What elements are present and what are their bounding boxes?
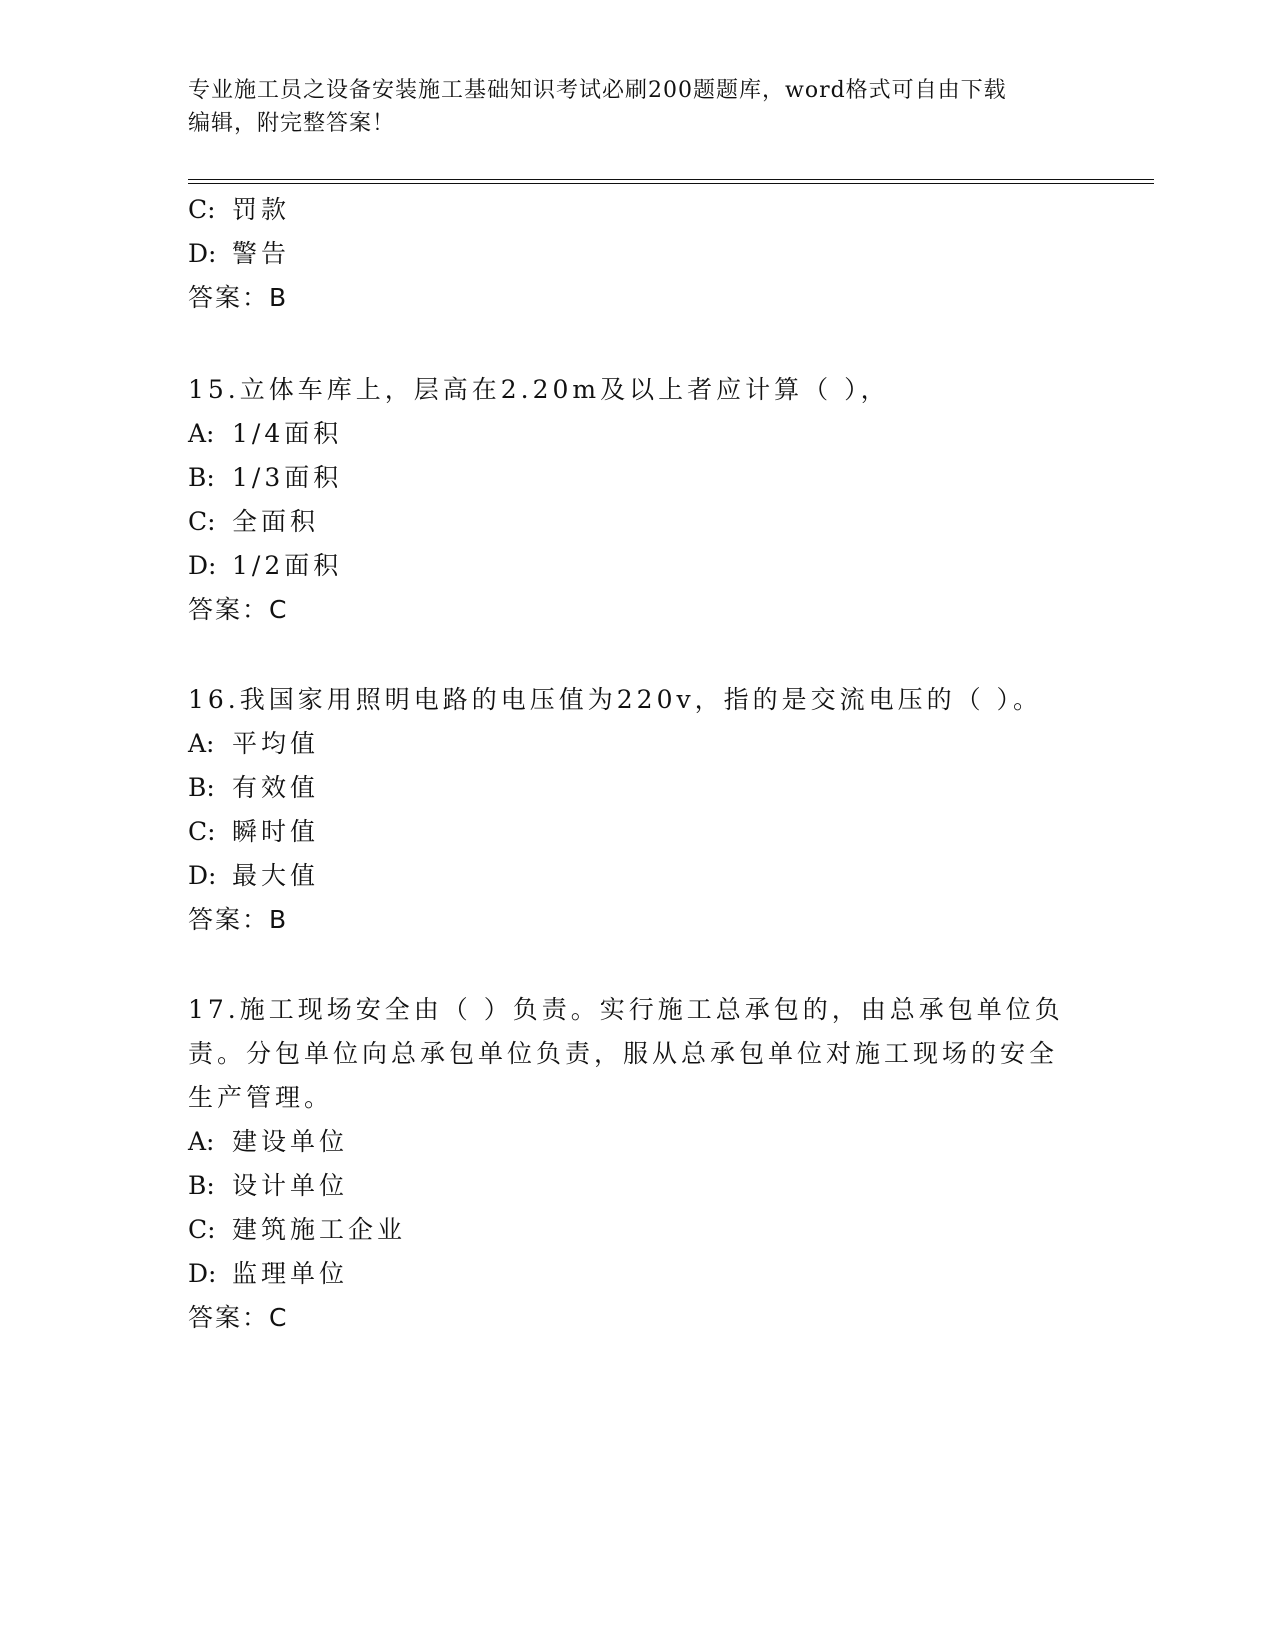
option-line (188, 1214, 406, 1246)
option-letter: A: (188, 1127, 215, 1156)
option-line (188, 816, 319, 848)
option-text: 1/2面积 (232, 551, 343, 580)
header-divider-bottom (188, 183, 1154, 184)
option-line (188, 1258, 348, 1290)
option-line (188, 194, 290, 226)
option-line (188, 1126, 348, 1158)
answer-line: 答案：C (188, 595, 289, 624)
option-text: 1/4面积 (232, 419, 343, 448)
option-letter: B: (188, 773, 215, 802)
option-text: 全面积 (232, 507, 320, 536)
option-line (188, 462, 342, 494)
option-letter: D: (188, 1259, 217, 1288)
option-line (188, 728, 319, 760)
option-line (188, 418, 342, 450)
option-letter: B: (188, 463, 215, 492)
header-divider-top (188, 179, 1154, 180)
option-letter: C: (188, 195, 216, 224)
option-line (188, 550, 342, 582)
option-letter: A: (188, 419, 215, 448)
option-line (188, 1170, 348, 1202)
option-line (188, 238, 290, 270)
option-text: 建筑施工企业 (232, 1215, 407, 1244)
option-text: 1/3面积 (232, 463, 343, 492)
option-letter: D: (188, 551, 217, 580)
option-letter: C: (188, 507, 216, 536)
option-letter: D: (188, 861, 217, 890)
option-text: 建设单位 (232, 1127, 349, 1156)
question-stem: 15.立体车库上，层高在2.20m及以上者应计算（ ）， (188, 375, 890, 404)
question-stem: 生产管理。 (188, 1083, 334, 1112)
option-text: 瞬时值 (232, 817, 320, 846)
option-letter: D: (188, 239, 217, 268)
document-header (188, 74, 1088, 140)
option-text: 最大值 (232, 861, 320, 890)
answer-line: 答案：B (188, 283, 289, 312)
answer-line: 答案：B (188, 905, 289, 934)
option-text: 平均值 (232, 729, 320, 758)
header-title-line-1: 专业施工员之设备安装施工基础知识考试必刷200题题库，word格式可自由下载 (188, 78, 1007, 103)
option-text: 监理单位 (232, 1259, 349, 1288)
option-text: 警告 (232, 239, 291, 268)
option-letter: B: (188, 1171, 215, 1200)
option-text: 设计单位 (232, 1171, 349, 1200)
question-stem: 责。分包单位向总承包单位负责，服从总承包单位对施工现场的安全 (188, 1039, 1059, 1068)
option-letter: C: (188, 1215, 216, 1244)
question-stem: 17.施工现场安全由（ ）负责。实行施工总承包的，由总承包单位负 (188, 995, 1064, 1024)
answer-line: 答案：C (188, 1303, 289, 1332)
question-stem: 16.我国家用照明电路的电压值为220v，指的是交流电压的（ ）。 (188, 685, 1043, 714)
header-title-line-2: 编辑，附完整答案！ (188, 111, 396, 136)
option-letter: C: (188, 817, 216, 846)
option-text: 罚款 (232, 195, 291, 224)
option-text: 有效值 (232, 773, 320, 802)
option-line (188, 506, 319, 538)
option-line (188, 860, 319, 892)
option-line (188, 772, 319, 804)
option-letter: A: (188, 729, 215, 758)
